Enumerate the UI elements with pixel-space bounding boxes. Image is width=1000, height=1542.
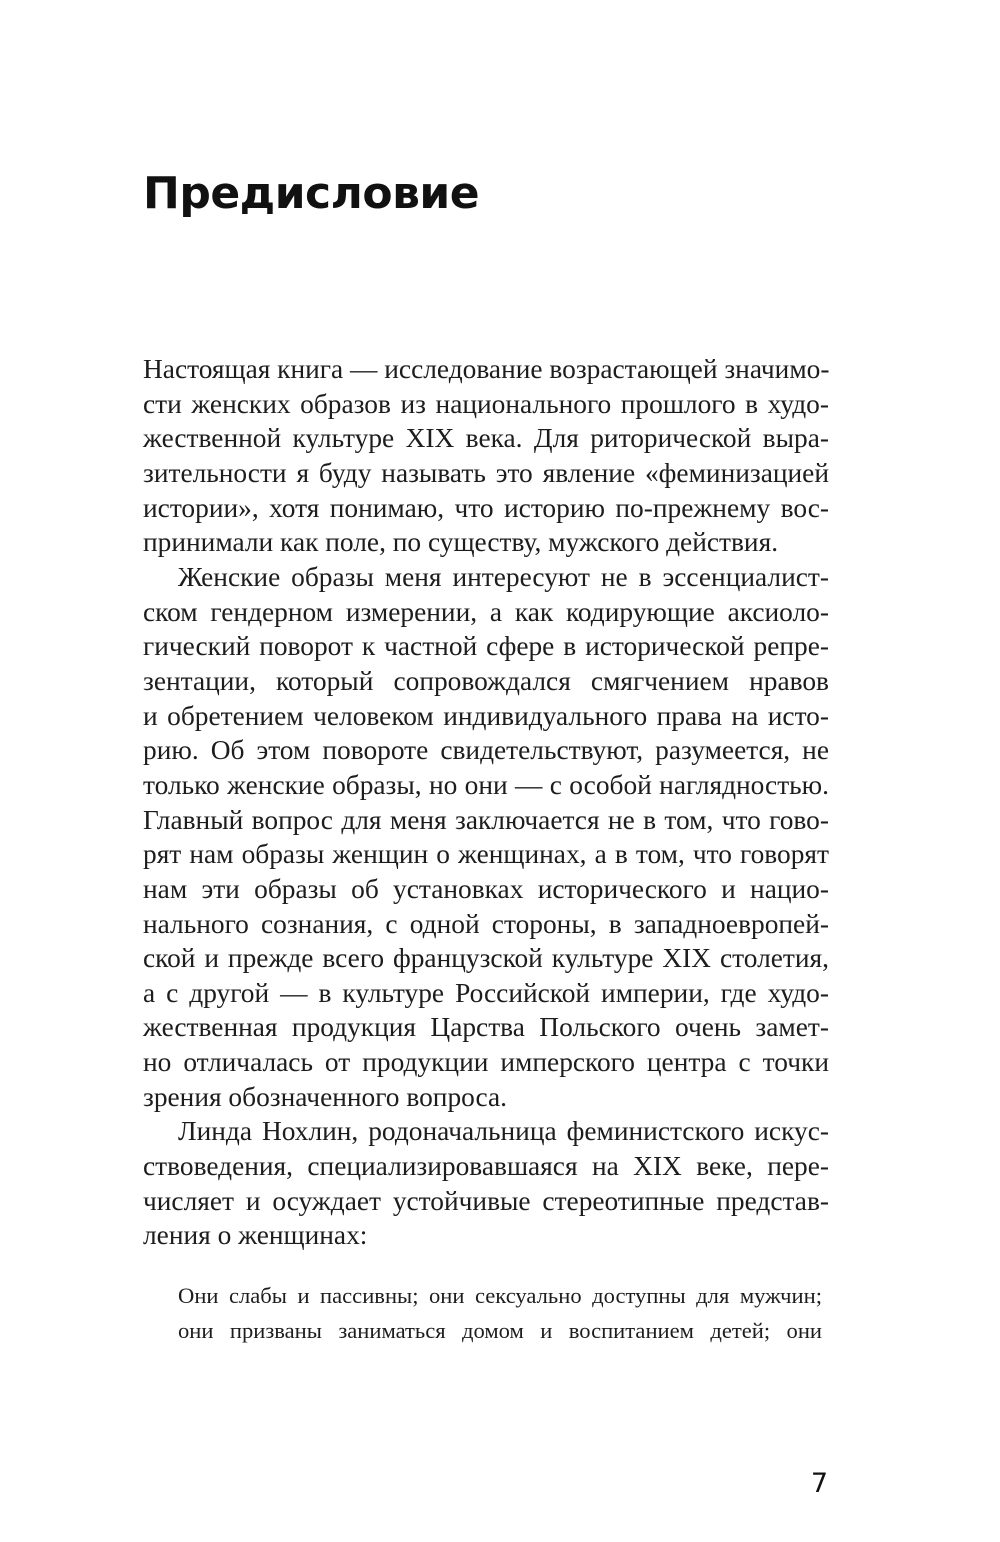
- text-line: Главный вопрос для меня заключается не в том, что гово-: [143, 804, 829, 835]
- quote-line: Они слабы и пассивны; они сексуально доступны для мужчин;: [178, 1283, 822, 1308]
- text-line: Настоящая книга — исследование возрастающей значимо-: [143, 354, 830, 384]
- text-line: рят нам образы женщин о женщинах, а в том, что говорят: [143, 839, 829, 870]
- body-text: [143, 352, 829, 1253]
- block-quote: [178, 1278, 822, 1348]
- text-line: и обретением человеком индивидуального права на исто-: [143, 700, 829, 731]
- text-line: принимали как поле, по существу, мужского действия.: [143, 527, 779, 558]
- page-number: 7: [810, 1468, 828, 1499]
- text-line: нам эти образы об установках исторического и нацио-: [143, 873, 829, 904]
- paragraph-2: [143, 560, 829, 1115]
- text-line: истории», хотя понимаю, что историю по-прежнему вос-: [143, 492, 829, 523]
- text-line: ской и прежде всего французской культуре XIX столетия,: [143, 943, 829, 974]
- paragraph-3: [143, 1114, 829, 1253]
- text-line: сти женских образов из национального прошлого в худо-: [143, 388, 829, 419]
- text-line: но отличалась от продукции имперского центра с точки: [143, 1047, 829, 1078]
- text-line: зрения обозначенного вопроса.: [143, 1081, 508, 1112]
- text-line: жественная продукция Царства Польского очень замет-: [143, 1012, 829, 1043]
- text-line: ления о женщинах:: [143, 1220, 368, 1251]
- text-line: а с другой — в культуре Российской империи, где худо-: [143, 977, 829, 1008]
- text-line: числяет и осуждает устойчивые стереотипные представ-: [143, 1185, 829, 1216]
- text-line: Линда Нохлин, родоначальница феминистского искус-: [178, 1116, 829, 1147]
- text-line: ском гендерном измерении, а как кодирующие аксиоло-: [143, 596, 829, 627]
- text-line: ствоведения, специализировавшаяся на XIX веке, пере-: [143, 1151, 829, 1182]
- text-line: гический поворот к частной сфере в исторической репре-: [143, 631, 829, 662]
- text-line: только женские образы, но они — с особой наглядностью.: [143, 769, 829, 800]
- quote-line: они призваны заниматься домом и воспитанием детей; они: [178, 1318, 822, 1343]
- text-line: нального сознания, с одной стороны, в западноевропей-: [143, 908, 829, 939]
- page-title: Предисловие: [143, 168, 480, 219]
- text-line: зентации, который сопровождался смягчением нравов: [143, 665, 829, 696]
- text-line: Женские образы меня интересуют не в эссенциалист-: [178, 561, 829, 592]
- paragraph-1: [143, 352, 829, 560]
- text-line: жественной культуре XIX века. Для риторической выра-: [143, 423, 829, 454]
- text-line: зительности я буду называть это явление «феминизацией: [143, 457, 829, 488]
- text-line: рию. Об этом повороте свидетельствуют, разумеется, не: [143, 735, 829, 766]
